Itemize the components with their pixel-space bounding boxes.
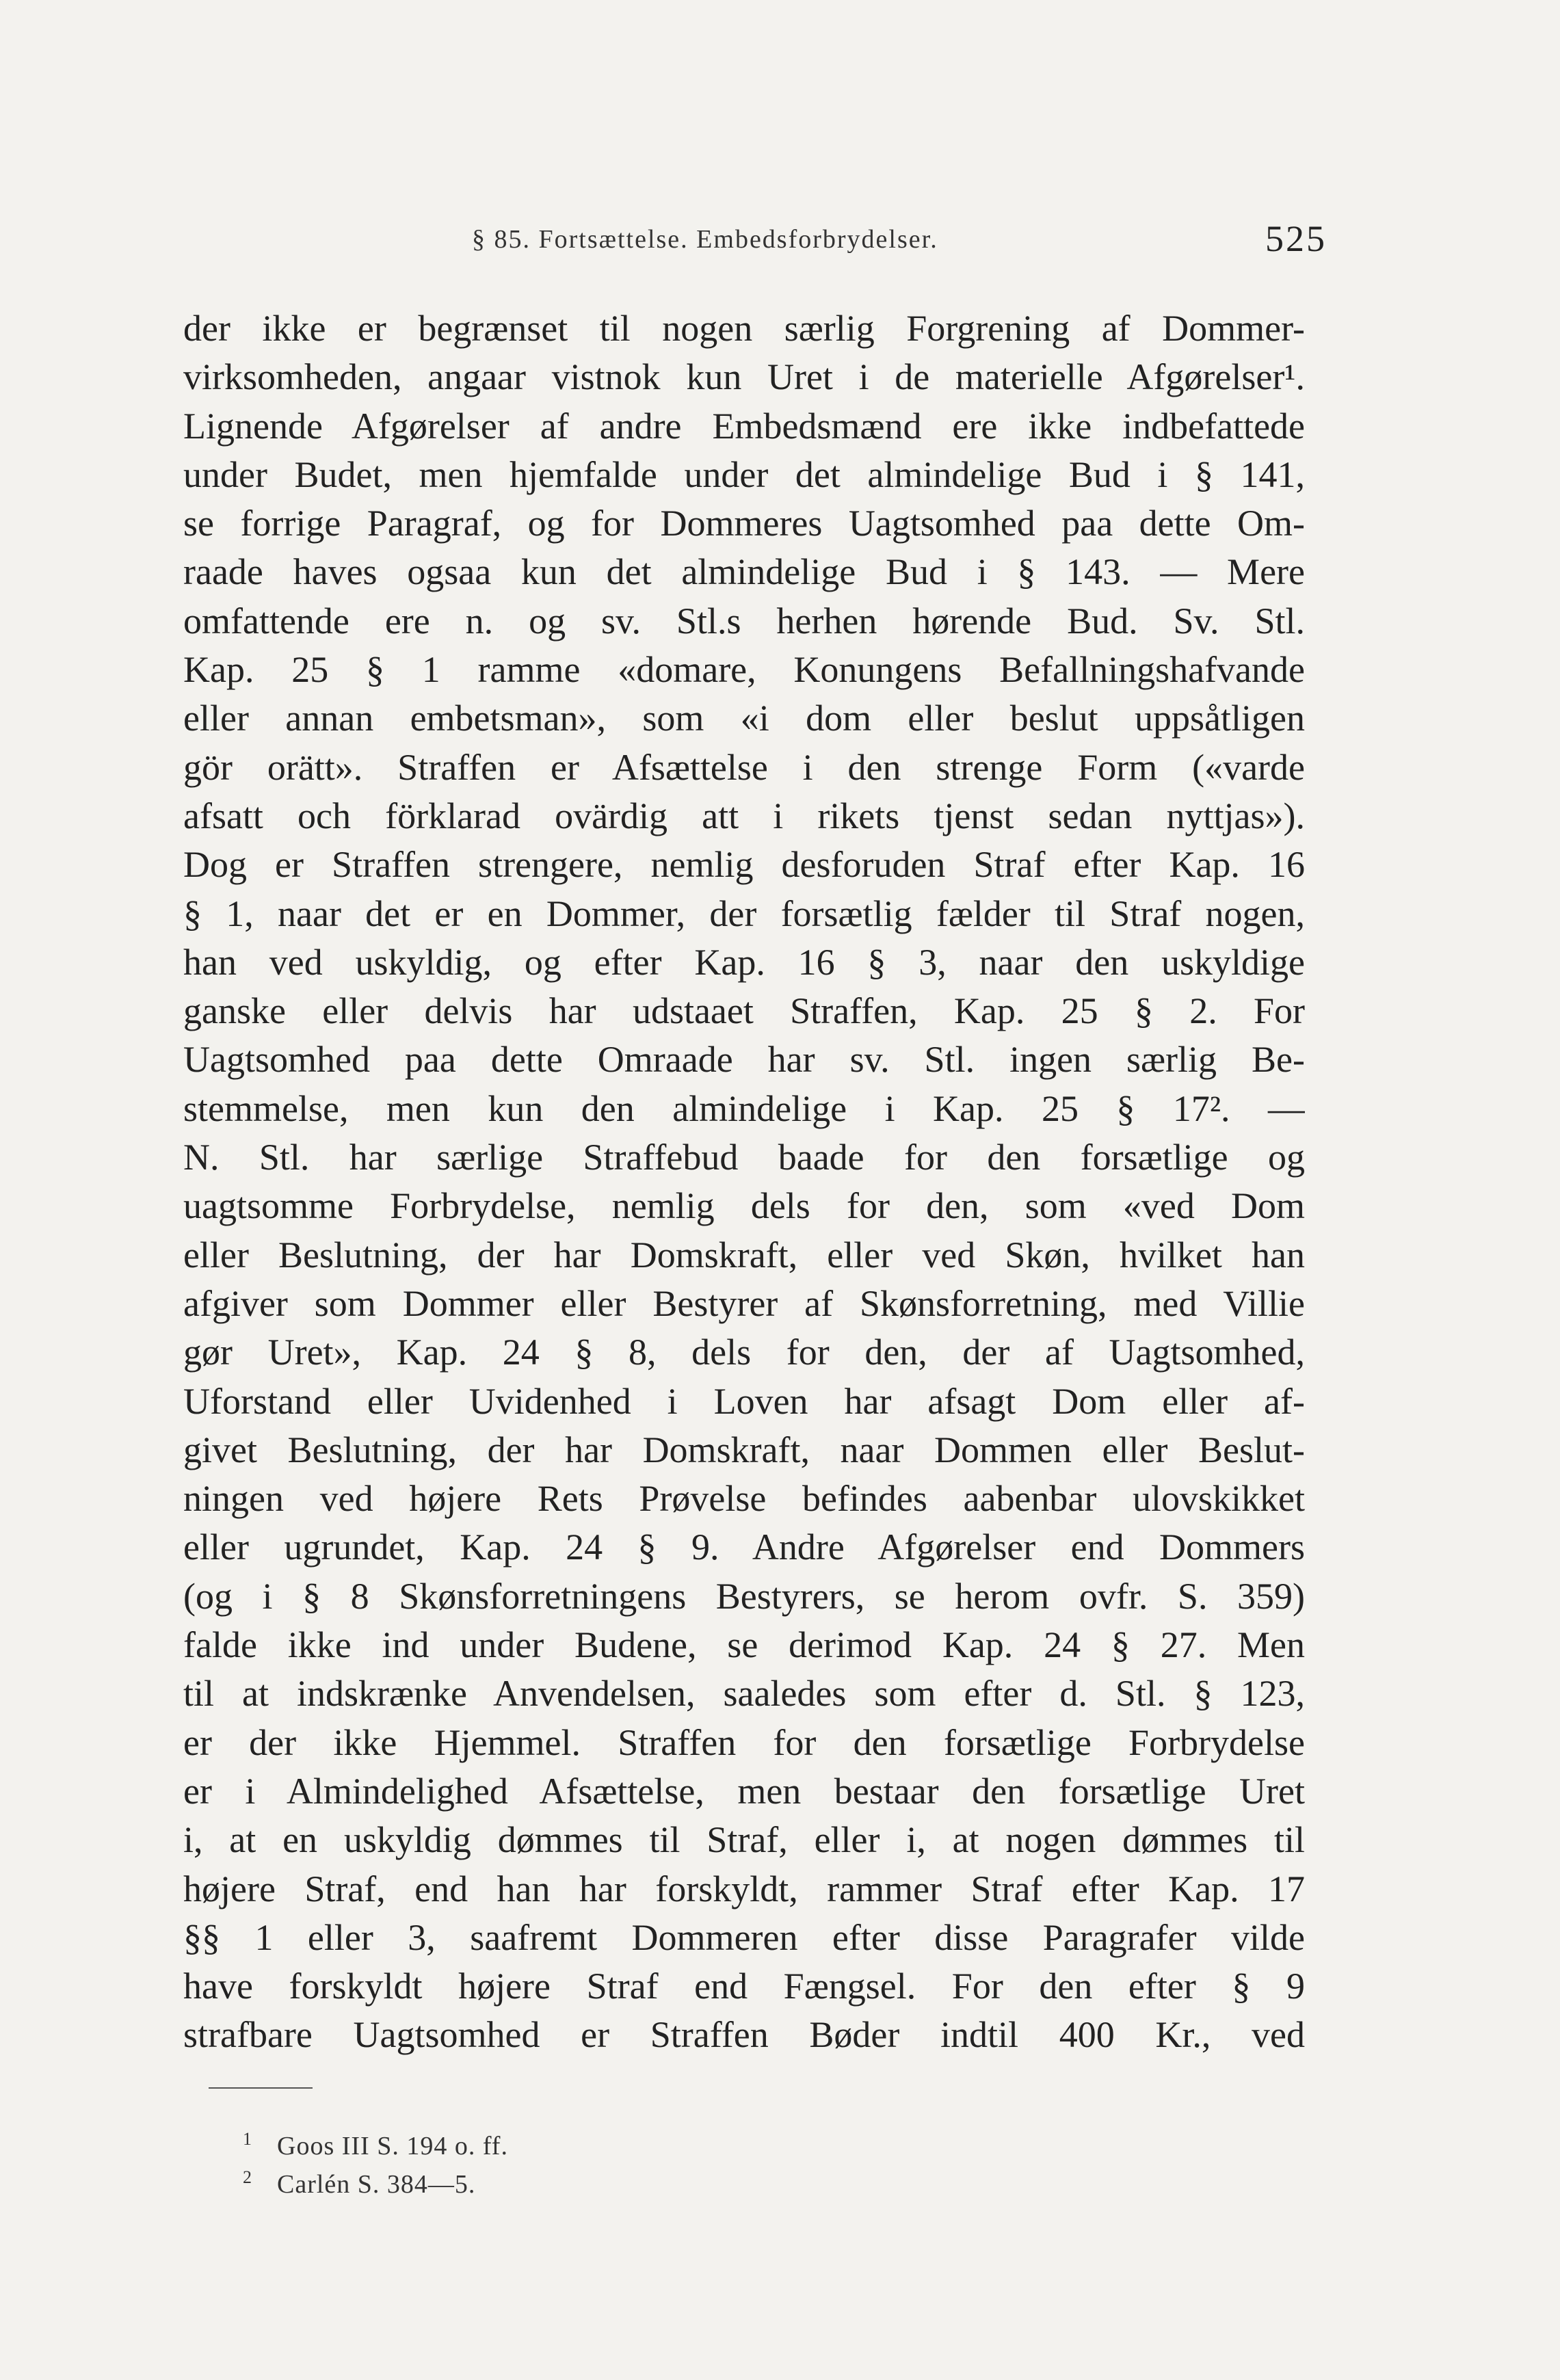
text-line: § 1, naar det er en Dommer, der forsætlig fælder til Straf nogen, (183, 892, 1305, 934)
text-line: eller ugrundet, Kap. 24 § 9. Andre Afgørelser end Dommers (183, 1526, 1305, 1568)
text-line: Uagtsomhed paa dette Omraade har sv. Stl. ingen særlig Be- (183, 1039, 1305, 1081)
text-line: eller annan embetsman», som «i dom eller beslut uppsåtligen (183, 698, 1305, 739)
footnote-text: Carlén S. 384—5. (277, 2170, 476, 2199)
text-line: gör orätt». Straffen er Afsættelse i den strenge Form («varde (183, 746, 1305, 788)
text-line: se forrige Paragraf, og for Dommeres Uagtsomhed paa dette Om- (183, 503, 1305, 544)
page-header (472, 217, 1327, 272)
text-line: Dog er Straffen strengere, nemlig desforuden Straf efter Kap. 16 (183, 844, 1305, 886)
text-line: stemmelse, men kun den almindelige i Kap. 25 § 17². — (183, 1087, 1305, 1129)
text-line: (og i § 8 Skønsforretningens Bestyrers, se herom ovfr. S. 359) (183, 1575, 1305, 1617)
footnote-text: Goos III S. 194 o. ff. (277, 2132, 508, 2160)
footnote (243, 2120, 858, 2158)
text-line: strafbare Uagtsomhed er Straffen Bøder indtil 400 Kr., ved (183, 2014, 1305, 2056)
text-line: raade haves ogsaa kun det almindelige Bud i § 143. — Mere (183, 551, 1305, 593)
text-line: ningen ved højere Rets Prøvelse befindes aabenbar ulovskikket (183, 1478, 1305, 1520)
text-line: til at indskrænke Anvendelsen, saaledes som efter d. Stl. § 123, (183, 1673, 1305, 1715)
footnotes (243, 2120, 858, 2197)
text-line: er i Almindelighed Afsættelse, men bestaar den forsætlige Uret (183, 1770, 1305, 1812)
text-line: gør Uret», Kap. 24 § 8, dels for den, der af Uagtsomhed, (183, 1332, 1305, 1373)
text-line: afsatt och förklarad ovärdig att i rikets tjenst sedan nyttjas»). (183, 795, 1305, 836)
text-line: Uforstand eller Uvidenhed i Loven har afsagt Dom eller af- (183, 1380, 1305, 1422)
footnote (243, 2158, 858, 2197)
text-line: have forskyldt højere Straf end Fængsel. For den efter § 9 (183, 1966, 1305, 2007)
text-line: ganske eller delvis har udstaaet Straffen, Kap. 25 § 2. For (183, 990, 1305, 1032)
text-line: Lignende Afgørelser af andre Embedsmænd ere ikke indbefattede (183, 405, 1305, 447)
text-line: afgiver som Dommer eller Bestyrer af Skønsforretning, med Villie (183, 1282, 1305, 1324)
page-number: 525 (1265, 218, 1327, 259)
text-line: højere Straf, end han har forskyldt, rammer Straf efter Kap. 17 (183, 1868, 1305, 1909)
body-text (183, 304, 1305, 2060)
text-line: virksomheden, angaar vistnok kun Uret i de materielle Afgørelser¹. (183, 356, 1305, 398)
footnote-mark: 1 (243, 2129, 252, 2149)
text-line: eller Beslutning, der har Domskraft, eller ved Skøn, hvilket han (183, 1234, 1305, 1275)
text-line: §§ 1 eller 3, saafremt Dommeren efter disse Paragrafer vilde (183, 1916, 1305, 1958)
running-head: § 85. Fortsættelse. Embedsforbrydelser. (472, 225, 938, 254)
text-line: i, at en uskyldig dømmes til Straf, eller i, at nogen dømmes til (183, 1819, 1305, 1861)
text-line: er der ikke Hjemmel. Straffen for den forsætlige Forbrydelse (183, 1721, 1305, 1763)
footnote-rule (209, 2087, 313, 2089)
text-line: Kap. 25 § 1 ramme «domare, Konungens Befallningshafvande (183, 649, 1305, 691)
text-line: N. Stl. har særlige Straffebud baade for den forsætlige og (183, 1137, 1305, 1178)
text-line: givet Beslutning, der har Domskraft, naar Dommen eller Beslut- (183, 1429, 1305, 1470)
footnote-mark: 2 (243, 2167, 252, 2187)
text-line: uagtsomme Forbrydelse, nemlig dels for den, som «ved Dom (183, 1185, 1305, 1227)
text-line: under Budet, men hjemfalde under det almindelige Bud i § 141, (183, 453, 1305, 495)
text-line: han ved uskyldig, og efter Kap. 16 § 3, naar den uskyldige (183, 941, 1305, 983)
text-line: der ikke er begrænset til nogen særlig Forgrening af Dommer- (183, 308, 1305, 349)
text-line: omfattende ere n. og sv. Stl.s herhen hørende Bud. Sv. Stl. (183, 600, 1305, 642)
text-line: falde ikke ind under Budene, se derimod Kap. 24 § 27. Men (183, 1624, 1305, 1666)
